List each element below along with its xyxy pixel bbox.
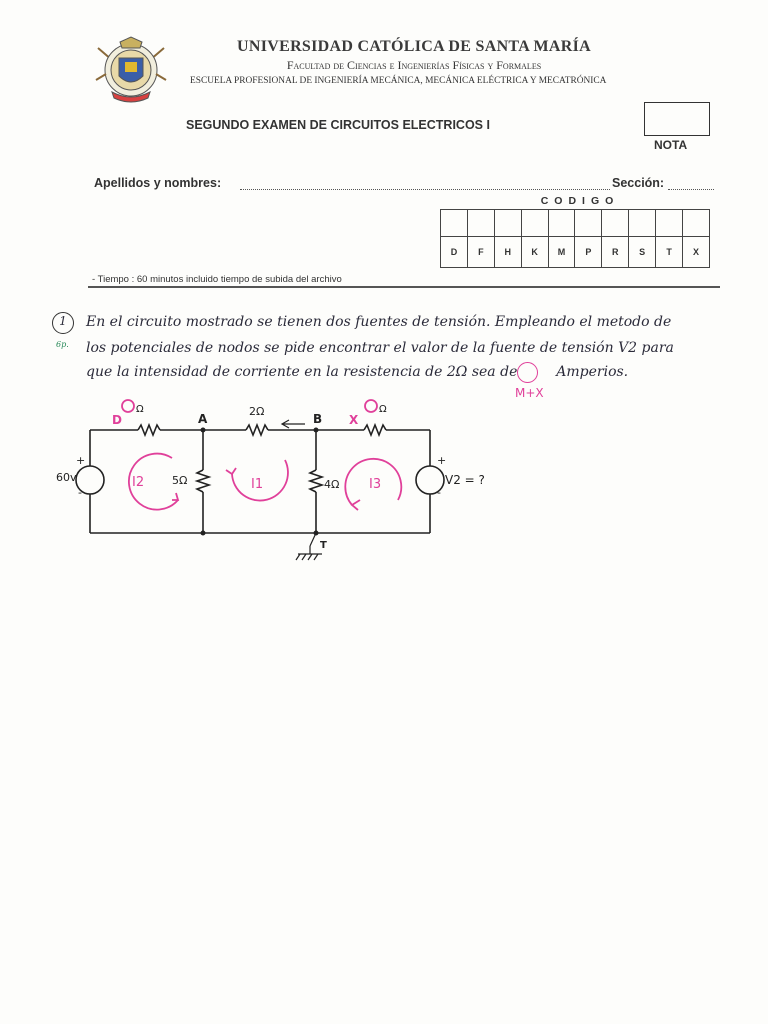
resistor-4ohm (310, 470, 322, 492)
resistor-top-left (138, 425, 160, 435)
codigo-cell[interactable] (629, 210, 656, 237)
codigo-input-row (441, 210, 710, 237)
codigo-letter: S (629, 237, 656, 268)
source-60v-label: 60v (56, 471, 77, 484)
codigo-cell[interactable] (494, 210, 521, 237)
faculty-name: Facultad de Ciencias e Ingenierías Físicas y Formales (286, 58, 542, 72)
current-value-blank (517, 362, 538, 383)
codigo-cell[interactable] (575, 210, 602, 237)
node-b-dot (314, 428, 319, 433)
codigo-cell[interactable] (548, 210, 575, 237)
node-t-label: T (320, 540, 327, 551)
nota-box (644, 102, 710, 136)
circuit-diagram (0, 395, 768, 575)
codigo-cell[interactable] (521, 210, 548, 237)
codigo-label: CODIGO (540, 195, 620, 207)
codigo-letter: H (494, 237, 521, 268)
node-a-dot (201, 428, 206, 433)
resistor-d-letter: D (112, 413, 122, 427)
codigo-letter: M (548, 237, 575, 268)
resistor-2ohm-label: 2Ω (249, 405, 265, 418)
node-b-label: B (313, 412, 323, 426)
codigo-cell[interactable] (683, 210, 710, 237)
source-v2-plus: + (437, 454, 447, 467)
codigo-cell[interactable] (467, 210, 494, 237)
time-note: - Tiempo : 60 minutos incluido tiempo de subida del archivo (92, 274, 342, 285)
codigo-table (440, 209, 710, 268)
codigo-letter: X (683, 237, 710, 268)
node-a-label: A (198, 412, 208, 426)
exam-title: SEGUNDO EXAMEN DE CIRCUITOS ELECTRICOS I (186, 118, 490, 132)
question-text-line-1: En el circuito mostrado se tienen dos fuentes de tensión. Empleando el metodo de (86, 314, 672, 330)
divider (88, 286, 720, 288)
codigo-letter: D (441, 237, 468, 268)
source-60v-minus: - (78, 486, 82, 499)
resistor-5ohm (197, 470, 209, 492)
unknown-resistor-d-circle (122, 400, 134, 412)
codigo-cell[interactable] (602, 210, 629, 237)
question-text-line-2: los potenciales de nodos se pide encontrar el valor de la fuente de tensión V2 para (86, 340, 674, 356)
ground-icon (296, 533, 322, 560)
loop-i3-label: I3 (369, 477, 382, 492)
resistor-d-ohm: Ω (136, 404, 144, 415)
node-bottom-a-dot (201, 531, 206, 536)
codigo-letter: P (575, 237, 602, 268)
question-text-line-3 (86, 364, 628, 380)
question-text-line-3-start: que la intensidad de corriente en la resistencia de 2Ω sea de (86, 364, 518, 380)
resistor-top-middle (246, 425, 268, 435)
current-arrow (282, 420, 305, 428)
nota-label: NOTA (654, 138, 688, 152)
name-label: Apellidos y nombres: (94, 176, 222, 190)
source-v2-minus: - (437, 486, 441, 499)
section-field[interactable] (668, 180, 714, 190)
codigo-letter: R (602, 237, 629, 268)
resistor-x-ohm: Ω (379, 404, 387, 415)
resistor-5ohm-label: 5Ω (172, 474, 188, 487)
resistor-x-letter: X (349, 413, 359, 427)
name-field[interactable] (240, 180, 610, 190)
question-points: 6p. (56, 340, 69, 349)
node-t-dot (314, 531, 319, 536)
codigo-letter: K (521, 237, 548, 268)
current-value-note: M+X (515, 386, 544, 400)
source-v2-label: V2 = ? (445, 473, 485, 487)
loop-i1-label: I1 (251, 477, 264, 492)
resistor-4ohm-label: 4Ω (324, 478, 340, 491)
question-text-line-3-end: Amperios. (556, 364, 629, 380)
codigo-letter: T (656, 237, 683, 268)
loop-i2-label: I2 (132, 475, 145, 490)
source-60v-plus: + (76, 454, 86, 467)
school-name: ESCUELA PROFESIONAL DE INGENIERÍA MECÁNICA, MECÁNICA ELÉCTRICA Y MECATRÓNICA (190, 76, 607, 86)
university-name: UNIVERSIDAD CATÓLICA DE SANTA MARÍA (237, 38, 591, 55)
section-label: Sección: (612, 176, 665, 190)
codigo-letter-row (441, 237, 710, 268)
resistor-top-right (364, 425, 386, 435)
codigo-cell[interactable] (441, 210, 468, 237)
unknown-resistor-x-circle (365, 400, 377, 412)
codigo-letter: F (467, 237, 494, 268)
question-number: 1 (59, 314, 67, 328)
codigo-cell[interactable] (656, 210, 683, 237)
